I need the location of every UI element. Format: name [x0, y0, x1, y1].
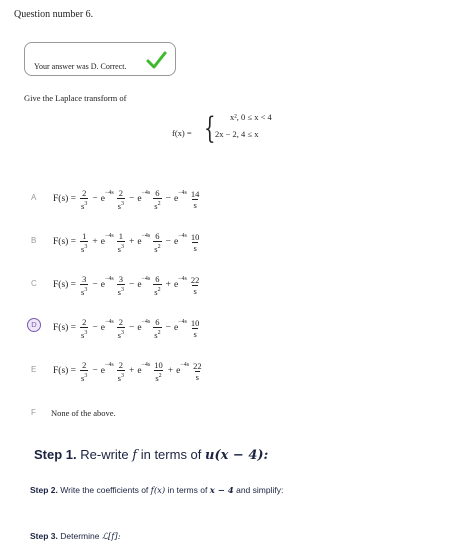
denominator-power: 2: [158, 372, 162, 379]
expr-lhs: F(s) =: [53, 194, 77, 204]
fraction: [117, 188, 125, 211]
step-2: Step 2. Write the coefficients of f(x) in terms of x − 4 and simplify:: [30, 485, 284, 496]
numerator: 2: [118, 316, 123, 327]
exp-base: e: [100, 237, 105, 247]
denominator: $s^2$: [153, 327, 161, 340]
exp-power: −4s: [178, 233, 187, 239]
exp-base: e: [173, 280, 179, 290]
answer-option-f[interactable]: [0, 391, 467, 435]
option-expression: [51, 186, 202, 212]
term-sign: −: [128, 194, 135, 204]
exp-base: e: [173, 323, 179, 333]
denominator-power: 3: [120, 372, 124, 379]
term-sign: −: [165, 194, 171, 204]
denominator: $s^2$: [154, 370, 162, 383]
fraction: [192, 361, 203, 382]
option-letter: C: [31, 279, 37, 288]
option-letter: D: [27, 318, 41, 332]
exp-factor: [137, 233, 151, 247]
denominator: s: [193, 328, 197, 339]
exp-base: e: [137, 366, 142, 376]
denominator: $s^2$: [153, 284, 161, 297]
exp-base: e: [173, 237, 179, 247]
option-expression: [51, 315, 202, 341]
exp-factor: [100, 319, 114, 333]
fraction: [80, 274, 88, 297]
fraction: [117, 317, 125, 340]
term-sign: +: [92, 237, 98, 247]
step-3: Step 3. Determine ℒ[f]:: [30, 531, 121, 542]
exp-base: e: [137, 194, 142, 204]
option-expression: [51, 229, 202, 255]
fraction: [153, 188, 161, 211]
denominator-power: 2: [157, 243, 161, 250]
brace-icon: {: [204, 111, 216, 146]
numerator: 22: [190, 274, 200, 285]
fraction: [80, 188, 88, 211]
step-1: Step 1. Re-write f in terms of u(x − 4):: [34, 447, 269, 463]
denominator-power: 3: [84, 200, 88, 207]
fraction: [190, 275, 201, 296]
numerator: 22: [193, 360, 202, 371]
denominator: $s^3$: [117, 241, 125, 254]
exp-factor: [137, 190, 151, 204]
answer-option-c[interactable]: [0, 262, 467, 306]
denominator: $s^2$: [153, 198, 161, 211]
fraction: [190, 318, 201, 339]
term-sign: −: [165, 323, 171, 333]
exp-factor: [100, 233, 114, 247]
numerator: 6: [155, 316, 160, 327]
exp-power: −4s: [104, 362, 114, 368]
denominator-power: 3: [84, 286, 88, 293]
exp-base: e: [137, 323, 142, 333]
exp-power: −4s: [141, 233, 151, 239]
denominator: $s^3$: [80, 370, 88, 383]
numerator: 1: [82, 230, 87, 241]
exp-power: −4s: [104, 276, 114, 282]
exp-base: e: [100, 194, 105, 204]
expr-lhs: F(s) =: [53, 366, 77, 376]
piecewise-lhs: f(x) =: [172, 128, 192, 138]
question-number: Question number 6.: [14, 9, 94, 20]
fraction: [117, 360, 125, 383]
fraction: [153, 274, 161, 297]
fraction: [117, 231, 125, 254]
exp-factor: [100, 276, 114, 290]
exp-base: e: [137, 280, 142, 290]
fraction: [153, 231, 161, 254]
question-prompt: Give the Laplace transform of: [24, 93, 127, 103]
denominator-power: 2: [157, 286, 161, 293]
piece-row-2: 2x − 2, 4 ≤ x: [215, 129, 259, 139]
numerator: 10: [190, 317, 200, 328]
exp-power: −4s: [141, 362, 151, 368]
denominator: $s^3$: [117, 198, 125, 211]
exp-base: e: [100, 366, 105, 376]
term-sign: −: [92, 194, 98, 204]
fraction: [190, 232, 201, 253]
fraction: [80, 317, 88, 340]
numerator: 6: [155, 273, 160, 284]
denominator: s: [193, 199, 197, 210]
numerator: 10: [154, 359, 163, 370]
denominator: $s^3$: [117, 327, 125, 340]
exp-power: −4s: [141, 319, 151, 325]
denominator: $s^3$: [117, 370, 125, 383]
term-sign: −: [128, 323, 135, 333]
denominator-power: 3: [84, 243, 88, 250]
option-text: None of the above.: [51, 408, 116, 418]
denominator-power: 2: [157, 329, 161, 336]
denominator: $s^3$: [80, 284, 88, 297]
exp-factor: [176, 362, 190, 376]
option-letter: A: [31, 193, 37, 202]
exp-factor: [173, 276, 187, 290]
numerator: 2: [118, 187, 123, 198]
exp-factor: [173, 190, 187, 204]
expr-lhs: F(s) =: [53, 237, 77, 247]
fraction: [117, 274, 125, 297]
exp-factor: [137, 319, 151, 333]
denominator: s: [195, 371, 199, 382]
denominator: $s^3$: [80, 198, 88, 211]
fraction: [190, 189, 201, 210]
denominator-power: 2: [157, 200, 161, 207]
answer-option-a[interactable]: [0, 176, 467, 220]
exp-power: −4s: [141, 276, 151, 282]
exp-factor: [100, 190, 114, 204]
denominator-power: 3: [84, 329, 88, 336]
exp-power: −4s: [104, 319, 114, 325]
numerator: 10: [190, 231, 200, 242]
term-sign: −: [128, 280, 135, 290]
term-sign: +: [128, 237, 135, 247]
exp-power: −4s: [178, 276, 187, 282]
denominator: s: [193, 285, 197, 296]
answer-option-b[interactable]: [0, 219, 467, 263]
numerator: 14: [190, 188, 200, 199]
exp-base: e: [173, 194, 179, 204]
numerator: 2: [82, 187, 87, 198]
exp-factor: [100, 362, 114, 376]
answer-option-e[interactable]: [0, 348, 467, 392]
term-sign: +: [165, 280, 171, 290]
fraction: [153, 317, 161, 340]
numerator: 3: [82, 273, 87, 284]
fraction: [80, 360, 88, 383]
fraction: [80, 231, 88, 254]
term-sign: −: [92, 366, 98, 376]
numerator: 3: [118, 273, 123, 284]
answer-feedback-box: [24, 42, 176, 76]
exp-power: −4s: [141, 190, 151, 196]
checkmark-icon: [145, 49, 167, 71]
option-letter: F: [31, 408, 36, 417]
exp-factor: [137, 362, 151, 376]
answer-option-d[interactable]: [0, 305, 467, 349]
exp-factor: [137, 276, 151, 290]
option-expression: [51, 272, 202, 298]
numerator: 2: [118, 359, 123, 370]
exp-base: e: [100, 323, 105, 333]
denominator-power: 3: [120, 286, 124, 293]
denominator: s: [193, 242, 197, 253]
option-letter: E: [31, 365, 37, 374]
denominator-power: 3: [84, 372, 88, 379]
numerator: 6: [155, 230, 160, 241]
exp-power: −4s: [178, 190, 187, 196]
denominator: $s^3$: [117, 284, 125, 297]
term-sign: +: [128, 366, 135, 376]
option-expression: [51, 358, 205, 384]
denominator: $s^2$: [153, 241, 161, 254]
exp-power: −4s: [104, 233, 114, 239]
denominator-power: 3: [120, 329, 124, 336]
exp-base: e: [137, 237, 142, 247]
denominator-power: 3: [120, 243, 124, 250]
piece-row-1: x², 0 ≤ x < 4: [230, 112, 272, 122]
term-sign: +: [167, 366, 174, 376]
numerator: 2: [82, 316, 87, 327]
expr-lhs: F(s) =: [53, 280, 77, 290]
denominator-power: 3: [120, 200, 124, 207]
numerator: 6: [155, 187, 160, 198]
exp-power: −4s: [104, 190, 114, 196]
expr-lhs: F(s) =: [53, 323, 77, 333]
exp-power: −4s: [180, 362, 190, 368]
term-sign: −: [92, 323, 98, 333]
exp-power: −4s: [178, 319, 187, 325]
exp-factor: [173, 319, 187, 333]
option-letter: B: [31, 236, 37, 245]
feedback-text: Your answer was D. Correct.: [34, 62, 127, 71]
term-sign: −: [165, 237, 171, 247]
exp-factor: [173, 233, 187, 247]
term-sign: −: [92, 280, 98, 290]
denominator: $s^3$: [80, 327, 88, 340]
denominator: $s^3$: [80, 241, 88, 254]
numerator: 1: [118, 230, 123, 241]
exp-base: e: [100, 280, 105, 290]
numerator: 2: [82, 359, 87, 370]
fraction: [153, 360, 164, 383]
exp-base: e: [176, 366, 181, 376]
